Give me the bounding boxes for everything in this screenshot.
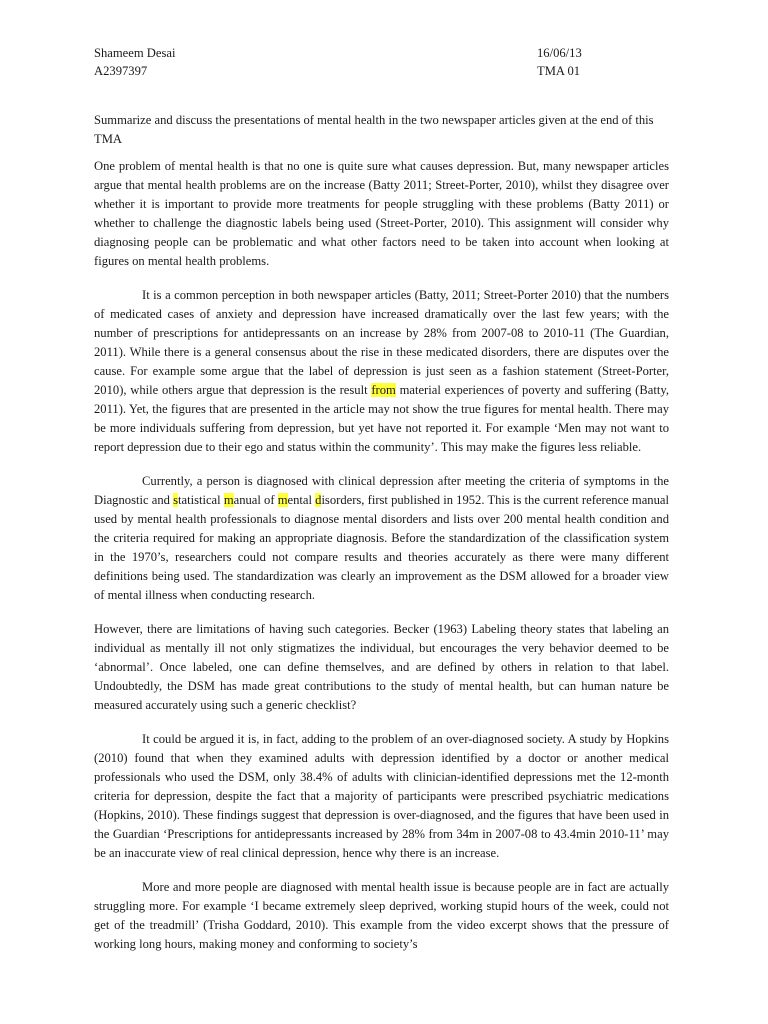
document-date: 16/06/13 <box>537 46 582 60</box>
paragraph-6 <box>94 878 669 954</box>
paragraph-1 <box>94 157 669 271</box>
paragraph-2 <box>94 286 669 457</box>
paragraph-text: It is a common perception in both newspaper articles (Batty, 2011; Street-Porter 2010) that the numbers of medicated cases of anxiety and depression have increased dramatically over the last few years; with the number of prescriptions for antidepressants on an increase by 28% from 2007-08 to 2010-11 (The Guardian, 2011). While there is a general consensus about the rise in these medicated disorders, there are disputes over the cause. For example some argue that the label of depression is just seen as a fashion statement (Street-Porter, 2010), while others argue that depression is the result <box>94 288 669 397</box>
header-line-1 <box>94 44 654 62</box>
highlighted-text: s <box>173 493 178 507</box>
paragraph-text: ental <box>287 493 316 507</box>
author-name: Shameem Desai <box>94 46 176 60</box>
paragraph-4 <box>94 620 669 715</box>
header-line-2 <box>94 62 654 80</box>
paragraph-text: More and more people are diagnosed with mental health issue is because people are in fact are actually struggling more. For example ‘I became extremely sleep deprived, working stupid hours of the week, could not get of the treadmill’ (Trisha Goddard, 2010). This example from the video excerpt shows that the pressure of working long hours, making money and conforming to society’s <box>94 880 669 951</box>
paragraph-text: isorders, first published in 1952. This is the current reference manual used by mental health professionals to diagnose mental disorders and lists over 200 mental health condition and the criteria required for making an appropriate diagnosis. Before the standardization of the classification system in the 1970’s, researchers could not compare results and theories accurately as there were many different definitions being used. The standardization was clearly an improvement as the DSM allowed for a broader view of mental illness when conducting research. <box>94 493 669 602</box>
paragraph-5 <box>94 730 669 863</box>
document-body <box>94 111 669 969</box>
highlighted-text: m <box>223 493 234 507</box>
paragraph-text: Currently, a person is diagnosed with clinical depression after meeting the criteria of symptoms in the Diagnostic and <box>94 474 669 507</box>
student-id: A2397397 <box>94 64 148 78</box>
highlighted-text: from <box>371 383 396 397</box>
paragraph-3 <box>94 472 669 605</box>
essay-question: Summarize and discuss the presentations of mental health in the two newspaper articles given at the end of this TMA <box>94 113 654 146</box>
paragraph-text: anual of <box>233 493 278 507</box>
paragraph-text: One problem of mental health is that no one is quite sure what causes depression. But, many newspaper articles argue that mental health problems are on the increase (Batty 2011; Street-Porter, 2010), whilst they disagree over whether it is important to provide more treatments for people struggling with these problems (Batty 2011) or whether to challenge the diagnostic labels being used (Street-Porter, 2010). This assignment will consider why diagnosing people can be problematic and what other factors need to be taken into account when looking at figures on mental health problems. <box>94 159 669 268</box>
paragraph-text: material experiences of poverty and suffering (Batty, 2011). Yet, the figures that are presented in the article may not show the true figures for mental health. There may be more individuals suffering from depression, but yet have not reported it. For example ‘Men may not want to report depression due to their ego and status within the community’. This may make the figures less reliable. <box>94 383 669 454</box>
assignment-name: TMA 01 <box>537 64 581 78</box>
paragraph-text: However, there are limitations of having such categories. Becker (1963) Labeling theory states that labeling an individual as mentally ill not only stigmatizes the individual, but encourages the very behavior deemed to be ‘abnormal’. Once labeled, one can define themselves, and are defined by others in relation to that label. Undoubtedly, the DSM has made great contributions to the study of mental health, but can human nature be measured accurately using such a generic checklist? <box>94 622 669 712</box>
highlighted-text: m <box>277 493 288 507</box>
highlighted-text: d <box>315 493 322 507</box>
paragraph-text: tatistical <box>177 493 224 507</box>
paragraph-text: It could be argued it is, in fact, adding to the problem of an over-diagnosed society. A study by Hopkins (2010) found that when they examined adults with depression identified by a doctor or another medical professionals who used the DSM, only 38.4% of adults with clinician-identified depressions met the 12-month criteria for depression, despite the fact that a majority of participants were prescribed psychiatric medications (Hopkins, 2010). These findings suggest that depression is over-diagnosed, and the figures that have been used in the Guardian ‘Prescriptions for antidepressants increased by 28% from 34m in 2007-08 to 43.4min 2010-11’ may be an inaccurate view of real clinical depression, hence why there is an increase. <box>94 732 669 860</box>
